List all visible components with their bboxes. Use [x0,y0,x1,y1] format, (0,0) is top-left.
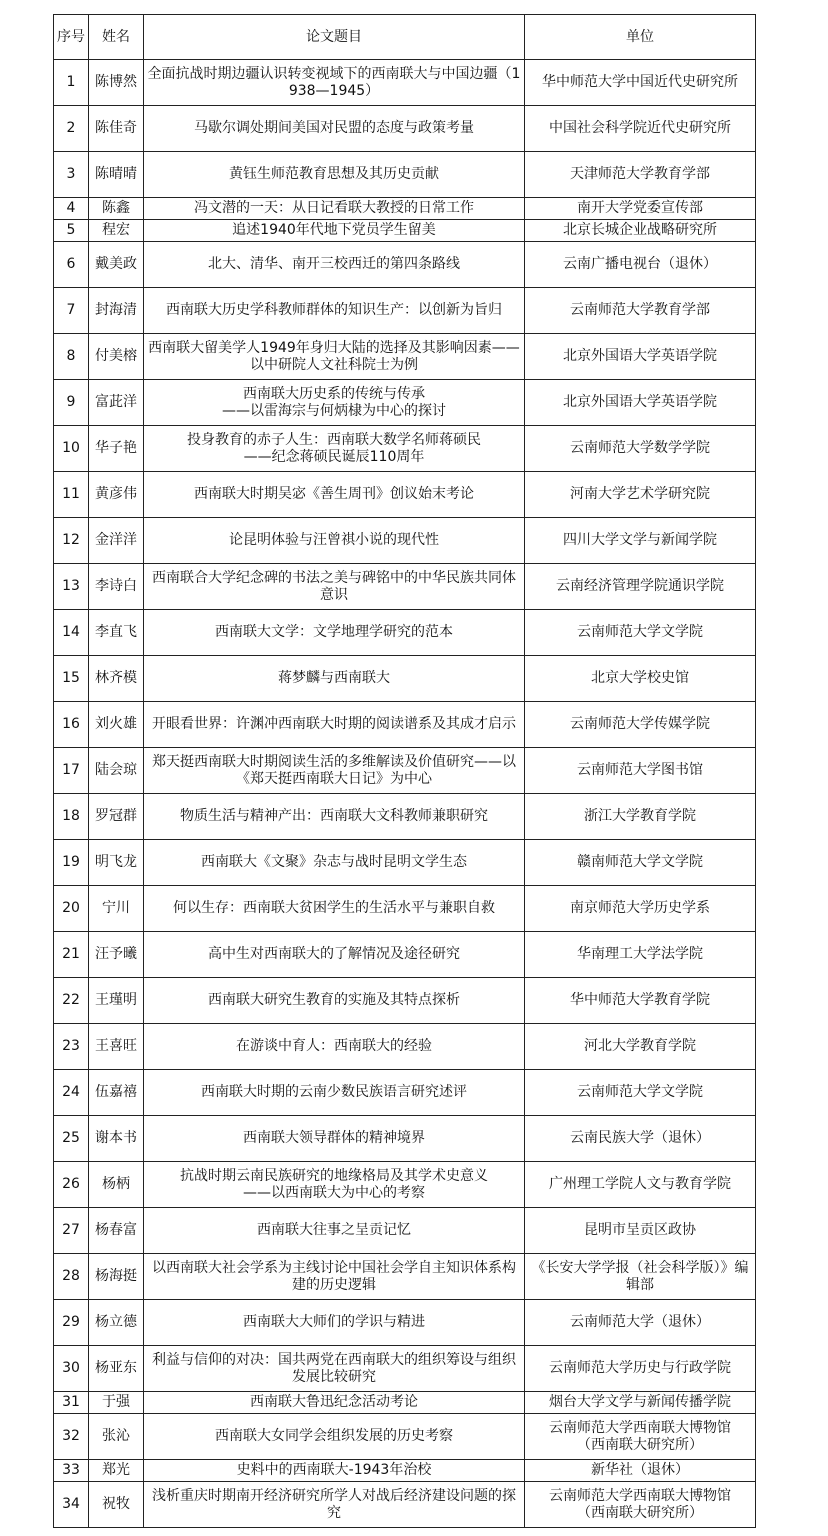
cell-title: 西南联大历史系的传统与传承 ——以雷海宗与何炳棣为中心的探讨 [144,380,525,426]
cell-unit: 南开大学党委宣传部 [525,198,756,220]
cell-no: 1 [54,60,89,106]
table-row [54,518,756,564]
cell-title: 高中生对西南联大的了解情况及途径研究 [144,932,525,978]
cell-name: 陆会琼 [89,748,144,794]
cell-unit: 河南大学艺术学研究院 [525,472,756,518]
cell-unit: 烟台大学文学与新闻传播学院 [525,1392,756,1414]
cell-no: 15 [54,656,89,702]
cell-title: 浅析重庆时期南开经济研究所学人对战后经济建设问题的探究 [144,1482,525,1528]
cell-unit: 南京师范大学历史学系 [525,886,756,932]
table-row [54,1346,756,1392]
cell-title: 追述1940年代地下党员学生留美 [144,220,525,242]
cell-name: 杨春富 [89,1208,144,1254]
cell-title: 西南联大时期的云南少数民族语言研究述评 [144,1070,525,1116]
cell-no: 33 [54,1460,89,1482]
cell-unit: 云南师范大学（退休） [525,1300,756,1346]
table-row [54,152,756,198]
cell-no: 16 [54,702,89,748]
cell-no: 25 [54,1116,89,1162]
cell-unit: 云南师范大学数学学院 [525,426,756,472]
table-row [54,1254,756,1300]
cell-unit: 中国社会科学院近代史研究所 [525,106,756,152]
cell-unit: 河北大学教育学院 [525,1024,756,1070]
cell-unit: 华中师范大学教育学院 [525,978,756,1024]
cell-title: 西南联大领导群体的精神境界 [144,1116,525,1162]
table-row [54,794,756,840]
cell-name: 明飞龙 [89,840,144,886]
table-row [54,60,756,106]
cell-no: 8 [54,334,89,380]
cell-unit: 赣南师范大学文学院 [525,840,756,886]
cell-unit: 四川大学文学与新闻学院 [525,518,756,564]
cell-unit: 云南师范大学文学院 [525,1070,756,1116]
cell-no: 9 [54,380,89,426]
cell-unit: 新华社（退休） [525,1460,756,1482]
table-row [54,1162,756,1208]
cell-title: 物质生活与精神产出：西南联大文科教师兼职研究 [144,794,525,840]
cell-title: 马歇尔调处期间美国对民盟的态度与政策考量 [144,106,525,152]
cell-title: 蒋梦麟与西南联大 [144,656,525,702]
cell-title: 西南联大留美学人1949年身归大陆的选择及其影响因素——以中研院人文社科院士为例 [144,334,525,380]
cell-no: 13 [54,564,89,610]
cell-title: 史料中的西南联大-1943年治校 [144,1460,525,1482]
cell-no: 2 [54,106,89,152]
cell-name: 杨亚东 [89,1346,144,1392]
cell-name: 林齐模 [89,656,144,702]
cell-name: 李诗白 [89,564,144,610]
cell-unit: 昆明市呈贡区政协 [525,1208,756,1254]
cell-no: 5 [54,220,89,242]
cell-title: 何以生存：西南联大贫困学生的生活水平与兼职自救 [144,886,525,932]
table-row [54,198,756,220]
cell-unit: 云南师范大学传媒学院 [525,702,756,748]
cell-name: 富茈洋 [89,380,144,426]
table-row [54,472,756,518]
cell-no: 28 [54,1254,89,1300]
table-row [54,106,756,152]
header-title: 论文题目 [144,15,525,60]
cell-unit: 云南经济管理学院通识学院 [525,564,756,610]
cell-unit: 北京外国语大学英语学院 [525,334,756,380]
cell-unit: 云南师范大学教育学部 [525,288,756,334]
paper-list-sheet [53,14,755,1528]
cell-unit: 华中师范大学中国近代史研究所 [525,60,756,106]
table-row [54,1024,756,1070]
table-row [54,426,756,472]
cell-name: 黄彦伟 [89,472,144,518]
cell-no: 29 [54,1300,89,1346]
cell-unit: 《长安大学学报（社会科学版）》编辑部 [525,1254,756,1300]
cell-name: 李直飞 [89,610,144,656]
cell-title: 西南联大历史学科教师群体的知识生产：以创新为旨归 [144,288,525,334]
table-row [54,610,756,656]
cell-no: 3 [54,152,89,198]
cell-no: 31 [54,1392,89,1414]
header-name: 姓名 [89,15,144,60]
cell-unit: 北京大学校史馆 [525,656,756,702]
cell-unit: 云南广播电视台（退休） [525,242,756,288]
cell-name: 汪予曦 [89,932,144,978]
cell-name: 陈佳奇 [89,106,144,152]
header-unit: 单位 [525,15,756,60]
table-row [54,932,756,978]
cell-no: 21 [54,932,89,978]
cell-title: 西南联合大学纪念碑的书法之美与碑铭中的中华民族共同体意识 [144,564,525,610]
cell-name: 王喜旺 [89,1024,144,1070]
paper-list-table [53,14,756,1528]
cell-no: 4 [54,198,89,220]
table-row [54,1300,756,1346]
table-row [54,978,756,1024]
cell-name: 付美榕 [89,334,144,380]
cell-title: 北大、清华、南开三校西迁的第四条路线 [144,242,525,288]
table-row [54,1414,756,1460]
cell-title: 黄钰生师范教育思想及其历史贡献 [144,152,525,198]
cell-name: 谢本书 [89,1116,144,1162]
cell-no: 24 [54,1070,89,1116]
cell-no: 34 [54,1482,89,1528]
cell-no: 7 [54,288,89,334]
cell-title: 西南联大《文聚》杂志与战时昆明文学生态 [144,840,525,886]
cell-no: 6 [54,242,89,288]
cell-unit: 浙江大学教育学院 [525,794,756,840]
cell-name: 罗冠群 [89,794,144,840]
cell-title: 西南联大时期吴宓《善生周刊》创议始末考论 [144,472,525,518]
cell-unit: 华南理工大学法学院 [525,932,756,978]
cell-title: 西南联大研究生教育的实施及其特点探析 [144,978,525,1024]
cell-title: 利益与信仰的对决：国共两党在西南联大的组织筹设与组织发展比较研究 [144,1346,525,1392]
table-row [54,1116,756,1162]
table-row [54,220,756,242]
cell-no: 14 [54,610,89,656]
cell-title: 西南联大文学：文学地理学研究的范本 [144,610,525,656]
cell-title: 在游谈中育人：西南联大的经验 [144,1024,525,1070]
cell-title: 西南联大女同学会组织发展的历史考察 [144,1414,525,1460]
cell-title: 以西南联大社会学系为主线讨论中国社会学自主知识体系构建的历史逻辑 [144,1254,525,1300]
cell-unit: 云南师范大学西南联大博物馆 （西南联大研究所） [525,1414,756,1460]
cell-unit: 云南师范大学西南联大博物馆 （西南联大研究所） [525,1482,756,1528]
table-row [54,840,756,886]
cell-name: 于强 [89,1392,144,1414]
cell-name: 华子艳 [89,426,144,472]
cell-unit: 云南师范大学历史与行政学院 [525,1346,756,1392]
cell-title: 西南联大大师们的学识与精进 [144,1300,525,1346]
cell-no: 12 [54,518,89,564]
cell-name: 陈晴晴 [89,152,144,198]
table-header-row [54,15,756,60]
header-no: 序号 [54,15,89,60]
table-row [54,886,756,932]
cell-no: 26 [54,1162,89,1208]
cell-name: 程宏 [89,220,144,242]
cell-no: 10 [54,426,89,472]
table-row [54,242,756,288]
table-row [54,1070,756,1116]
table-row [54,334,756,380]
cell-name: 杨柄 [89,1162,144,1208]
cell-unit: 天津师范大学教育学部 [525,152,756,198]
table-row [54,1482,756,1528]
cell-no: 19 [54,840,89,886]
cell-name: 陈鑫 [89,198,144,220]
cell-name: 张沁 [89,1414,144,1460]
cell-title: 郑天挺西南联大时期阅读生活的多维解读及价值研究——以《郑天挺西南联大日记》为中心 [144,748,525,794]
cell-unit: 北京外国语大学英语学院 [525,380,756,426]
cell-no: 20 [54,886,89,932]
cell-title: 西南联大往事之呈贡记忆 [144,1208,525,1254]
cell-name: 戴美政 [89,242,144,288]
cell-title: 论昆明体验与汪曾祺小说的现代性 [144,518,525,564]
cell-no: 18 [54,794,89,840]
table-row [54,380,756,426]
table-row [54,1460,756,1482]
cell-unit: 云南民族大学（退休） [525,1116,756,1162]
cell-name: 杨立德 [89,1300,144,1346]
table-row [54,1392,756,1414]
cell-no: 30 [54,1346,89,1392]
cell-no: 22 [54,978,89,1024]
table-row [54,1208,756,1254]
table-row [54,702,756,748]
cell-name: 杨海挺 [89,1254,144,1300]
cell-name: 封海清 [89,288,144,334]
cell-title: 开眼看世界：许渊冲西南联大时期的阅读谱系及其成才启示 [144,702,525,748]
table-body [54,60,756,1528]
table-row [54,748,756,794]
table-row [54,564,756,610]
table-row [54,656,756,702]
cell-no: 23 [54,1024,89,1070]
cell-title: 抗战时期云南民族研究的地缘格局及其学术史意义 ——以西南联大为中心的考察 [144,1162,525,1208]
cell-name: 金洋洋 [89,518,144,564]
cell-unit: 云南师范大学文学院 [525,610,756,656]
cell-title: 全面抗战时期边疆认识转变视域下的西南联大与中国边疆（1938—1945） [144,60,525,106]
table-row [54,288,756,334]
cell-no: 27 [54,1208,89,1254]
cell-title: 冯文潜的一天：从日记看联大教授的日常工作 [144,198,525,220]
cell-name: 祝牧 [89,1482,144,1528]
cell-unit: 云南师范大学图书馆 [525,748,756,794]
cell-no: 11 [54,472,89,518]
cell-name: 宁川 [89,886,144,932]
cell-name: 刘火雄 [89,702,144,748]
cell-name: 王瑾明 [89,978,144,1024]
cell-title: 投身教育的赤子人生：西南联大数学名师蒋硕民 ——纪念蒋硕民诞辰110周年 [144,426,525,472]
cell-no: 32 [54,1414,89,1460]
cell-name: 陈博然 [89,60,144,106]
cell-no: 17 [54,748,89,794]
cell-unit: 广州理工学院人文与教育学院 [525,1162,756,1208]
cell-title: 西南联大鲁迅纪念活动考论 [144,1392,525,1414]
cell-name: 伍嘉禧 [89,1070,144,1116]
cell-name: 郑光 [89,1460,144,1482]
cell-unit: 北京长城企业战略研究所 [525,220,756,242]
